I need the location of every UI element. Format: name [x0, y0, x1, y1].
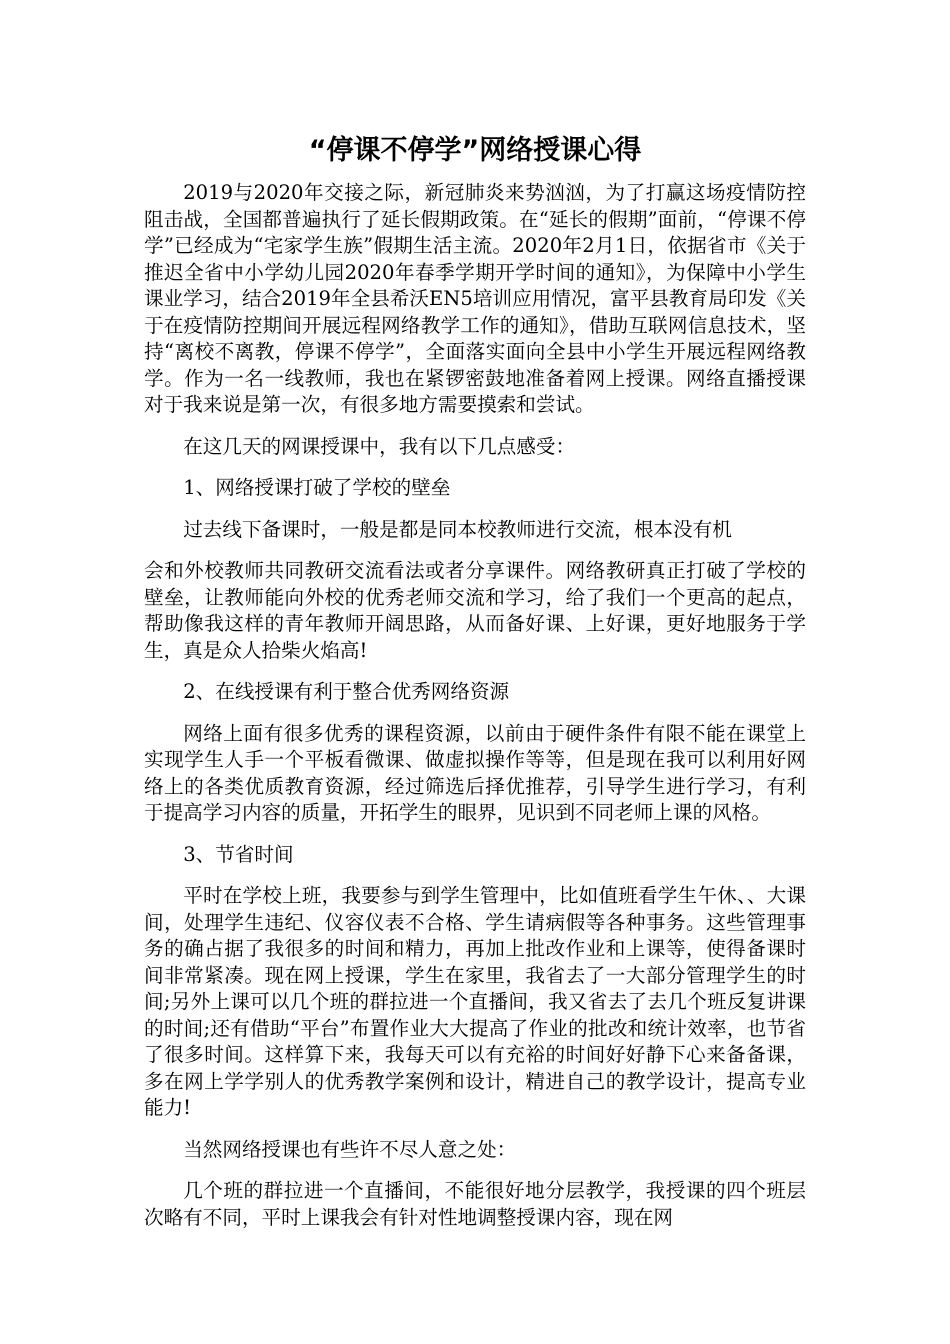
paragraph-intro: 2019与2020年交接之际，新冠肺炎来势汹汹，为了打赢这场疫情防控阻击战，全国都普遍执行了延长假期政策。在“延长的假期”面前，“停课不停学”已经成为“宅家学生族”假期生活主流。2020年2月1日，依据省市《关于推迟全省中小学幼儿园2020年春季学期开学时间的通知》，为保障中小学生课业学习，结合2019年全县希沃EN5培训应用情况，富平县教育局印发《关于在疫情防控期间开展远程网络教学工作的通知》，借助互联网信息技术，坚持“离校不离教，停课不停学”，全面落实面向全县中小学生开展远程网络教学。作为一名一线教师，我也在紧锣密鼓地准备着网上授课。网络直播授课对于我来说是第一次，有很多地方需要摸索和尝试。: [144, 181, 806, 416]
document-body: [144, 180, 806, 1231]
paragraph-feelings-intro: 在这几天的网课授课中，我有以下几点感受：: [183, 434, 576, 458]
paragraph-breaking-barriers-line1: 过去线下备课时，一般是都是同本校教师进行交流，根本没有机: [183, 517, 732, 541]
paragraph-drawbacks-intro: 当然网络授课也有些许不尽人意之处：: [183, 1137, 517, 1161]
paragraph-drawbacks-detail: 几个班的群拉进一个直播间，不能很好地分层教学，我授课的四个班层次略有不同，平时上课我会有针对性地调整授课内容，现在网: [144, 1179, 806, 1229]
section-heading-3: 3、节省时间: [183, 842, 294, 866]
document-title: “停课不停学”网络授课心得: [308, 135, 642, 166]
section-heading-1: 1、网络授课打破了学校的壁垒: [183, 476, 451, 499]
section-heading-2: 2、在线授课有利于整合优秀网络资源: [183, 680, 510, 703]
paragraph-saving-time: 平时在学校上班，我要参与到学生管理中，比如值班看学生午休、、大课间，处理学生违纪、仪容仪表不合格、学生请病假等各种事务。这些管理事务的确占据了我很多的时间和精力，再加上批改作业和上课等，使得备课时间非常紧凑。现在网上授课，学生在家里，我省去了一大部分管理学生的时间;另外上课可以几个班的群拉进一个直播间，我又省去了去几个班反复讲课的时间;还有借助“平台”布置作业大大提高了作业的批改和统计效率，也节省了很多时间。这样算下来，我每天可以有充裕的时间好好静下心来备备课，多在网上学学别人的优秀教学案例和设计，精进自己的教学设计，提高专业能力!: [144, 884, 806, 1119]
paragraph-breaking-barriers-continued: 会和外校教师共同教研交流看法或者分享课件。网络教研真正打破了学校的壁垒，让教师能向外校的优秀老师交流和学习，给了我们一个更高的起点，帮助像我这样的青年教师开阔思路，从而备好课、上好课，更好地服务于学生，真是众人拾柴火焰高!: [144, 559, 806, 662]
paragraph-online-resources: 网络上面有很多优秀的课程资源，以前由于硬件条件有限不能在课堂上实现学生人手一个平板看微课、做虚拟操作等等，但是现在我可以利用好网络上的各类优质教育资源，经过筛选后择优推荐，引导学生进行学习，有利于提高学习内容的质量，开拓学生的眼界，见识到不同老师上课的风格。: [144, 721, 806, 824]
